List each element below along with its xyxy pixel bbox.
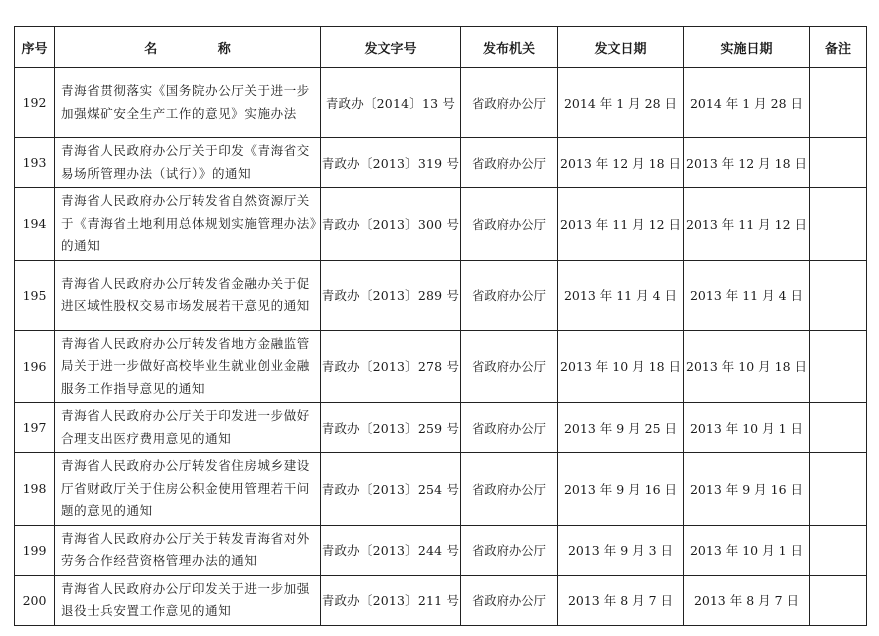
table-row — [15, 453, 867, 526]
cell-agency: 省政府办公厅 — [461, 403, 558, 453]
header-row — [15, 27, 867, 68]
cell-issue-date: 2013 年 11 月 4 日 — [558, 260, 684, 330]
cell-issue-date: 2013 年 9 月 25 日 — [558, 403, 684, 453]
cell-name: 青海省贯彻落实《国务院办公厅关于进一步加强煤矿安全生产工作的意见》实施办法 — [55, 68, 321, 138]
cell-effective-date: 2013 年 9 月 16 日 — [684, 453, 810, 526]
cell-issue-date: 2013 年 8 月 7 日 — [558, 575, 684, 625]
cell-seq: 197 — [15, 403, 55, 453]
cell-seq: 195 — [15, 260, 55, 330]
cell-effective-date: 2014 年 1 月 28 日 — [684, 68, 810, 138]
cell-seq: 200 — [15, 575, 55, 625]
cell-seq: 199 — [15, 525, 55, 575]
cell-agency: 省政府办公厅 — [461, 138, 558, 188]
cell-agency: 省政府办公厅 — [461, 525, 558, 575]
cell-agency: 省政府办公厅 — [461, 260, 558, 330]
cell-seq: 194 — [15, 188, 55, 261]
cell-remarks — [810, 403, 867, 453]
cell-seq: 198 — [15, 453, 55, 526]
cell-agency: 省政府办公厅 — [461, 188, 558, 261]
header-effective-date: 实施日期 — [684, 27, 810, 68]
cell-issue-date: 2013 年 9 月 3 日 — [558, 525, 684, 575]
cell-agency: 省政府办公厅 — [461, 68, 558, 138]
cell-name: 青海省人民政府办公厅关于印发《青海省交易场所管理办法（试行）》的通知 — [55, 138, 321, 188]
cell-remarks — [810, 138, 867, 188]
cell-remarks — [810, 260, 867, 330]
cell-name: 青海省人民政府办公厅转发省住房城乡建设厅省财政厅关于住房公积金使用管理若干问题的意见的通知 — [55, 453, 321, 526]
cell-name: 青海省人民政府办公厅关于印发进一步做好合理支出医疗费用意见的通知 — [55, 403, 321, 453]
cell-name: 青海省人民政府办公厅关于转发青海省对外劳务合作经营资格管理办法的通知 — [55, 525, 321, 575]
cell-seq: 193 — [15, 138, 55, 188]
cell-effective-date: 2013 年 11 月 12 日 — [684, 188, 810, 261]
cell-doc-no: 青政办〔2014〕13 号 — [321, 68, 461, 138]
cell-doc-no: 青政办〔2013〕259 号 — [321, 403, 461, 453]
cell-effective-date: 2013 年 12 月 18 日 — [684, 138, 810, 188]
cell-effective-date: 2013 年 10 月 18 日 — [684, 330, 810, 403]
cell-name: 青海省人民政府办公厅印发关于进一步加强退役士兵安置工作意见的通知 — [55, 575, 321, 625]
cell-remarks — [810, 330, 867, 403]
cell-name: 青海省人民政府办公厅转发省金融办关于促进区域性股权交易市场发展若干意见的通知 — [55, 260, 321, 330]
cell-remarks — [810, 525, 867, 575]
cell-effective-date: 2013 年 10 月 1 日 — [684, 403, 810, 453]
cell-remarks — [810, 575, 867, 625]
cell-agency: 省政府办公厅 — [461, 330, 558, 403]
cell-name: 青海省人民政府办公厅转发省自然资源厅关于《青海省土地利用总体规划实施管理办法》的通知 — [55, 188, 321, 261]
table-row — [15, 68, 867, 138]
header-name — [55, 27, 321, 68]
cell-agency: 省政府办公厅 — [461, 453, 558, 526]
cell-remarks — [810, 453, 867, 526]
cell-doc-no: 青政办〔2013〕300 号 — [321, 188, 461, 261]
cell-agency: 省政府办公厅 — [461, 575, 558, 625]
cell-doc-no: 青政办〔2013〕254 号 — [321, 453, 461, 526]
cell-effective-date: 2013 年 10 月 1 日 — [684, 525, 810, 575]
cell-issue-date: 2013 年 11 月 12 日 — [558, 188, 684, 261]
cell-issue-date: 2014 年 1 月 28 日 — [558, 68, 684, 138]
cell-remarks — [810, 68, 867, 138]
header-issue-date: 发文日期 — [558, 27, 684, 68]
table-row — [15, 138, 867, 188]
cell-doc-no: 青政办〔2013〕278 号 — [321, 330, 461, 403]
cell-effective-date: 2013 年 8 月 7 日 — [684, 575, 810, 625]
cell-name: 青海省人民政府办公厅转发省地方金融监管局关于进一步做好高校毕业生就业创业金融服务工作指导意见的通知 — [55, 330, 321, 403]
cell-remarks — [810, 188, 867, 261]
cell-seq: 196 — [15, 330, 55, 403]
regulations-table — [14, 26, 867, 626]
cell-effective-date: 2013 年 11 月 4 日 — [684, 260, 810, 330]
cell-issue-date: 2013 年 10 月 18 日 — [558, 330, 684, 403]
cell-doc-no: 青政办〔2013〕211 号 — [321, 575, 461, 625]
table-row — [15, 188, 867, 261]
table-row — [15, 260, 867, 330]
table-row — [15, 403, 867, 453]
cell-doc-no: 青政办〔2013〕244 号 — [321, 525, 461, 575]
table-row — [15, 575, 867, 625]
header-seq: 序号 — [15, 27, 55, 68]
cell-issue-date: 2013 年 9 月 16 日 — [558, 453, 684, 526]
header-name-label: 名 称 — [144, 41, 259, 57]
cell-issue-date: 2013 年 12 月 18 日 — [558, 138, 684, 188]
header-agency: 发布机关 — [461, 27, 558, 68]
table-row — [15, 330, 867, 403]
header-remarks: 备注 — [810, 27, 867, 68]
table-row — [15, 525, 867, 575]
cell-doc-no: 青政办〔2013〕319 号 — [321, 138, 461, 188]
header-doc-no: 发文字号 — [321, 27, 461, 68]
cell-seq: 192 — [15, 68, 55, 138]
cell-doc-no: 青政办〔2013〕289 号 — [321, 260, 461, 330]
